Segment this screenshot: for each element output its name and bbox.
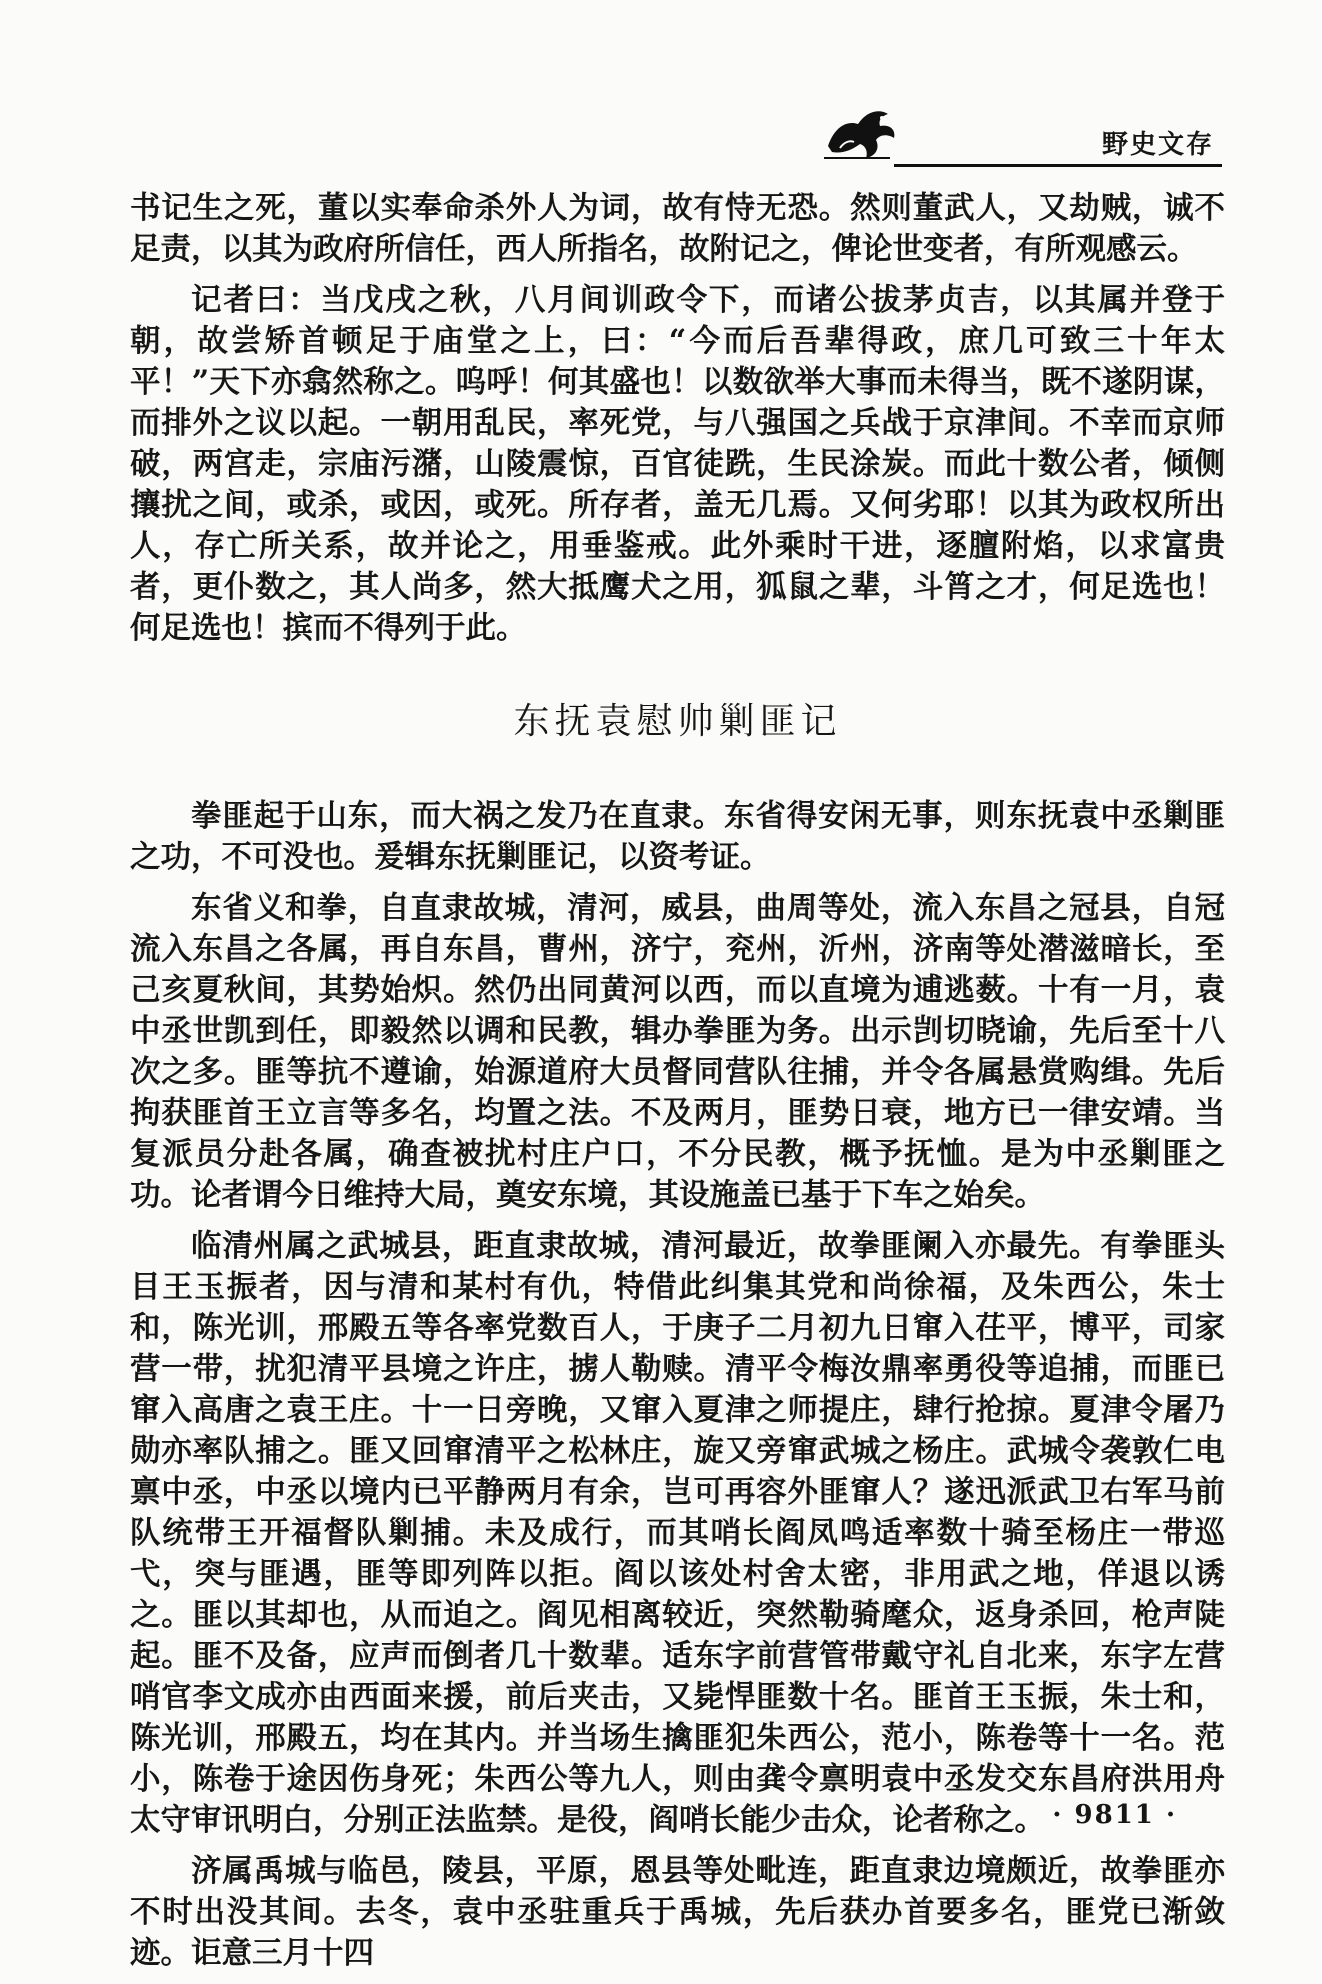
- paragraph: 书记生之死，董以实奉命杀外人为词，故有恃无恐。然则董武人，又劫贼，诚不足责，以其为政府所信任，西人所指名，故附记之，俾论世变者，有所观感云。: [130, 190, 1225, 267]
- section-title: 东抚袁慰帅剿匪记: [513, 701, 842, 742]
- paragraph: 记者曰：当戊戌之秋，八月间训政令下，而诸公拔茅贞吉，以其属并登于朝，故尝矫首顿足于庙堂之上，曰：“今而后吾辈得政，庶几可致三十年太平！”天下亦翕然称之。呜呼！何其盛也！以数欲举大事而未得当，既不遂阴谋，而排外之议以起。一朝用乱民，率死党，与八强国之兵战于京津间。不幸而京师破，两宫走，宗庙污潴，山陵震惊，百官徒跣，生民涂炭。而此十数公者，倾侧攘扰之间，或杀，或因，或死。所存者，盖无几焉。又何劣耶！以其为政权所出人，存亡所关系，故并论之，用垂鉴戒。此外乘时干进，逐膻附焰，以求富贵者，更仆数之，其人尚多，然大抵鹰犬之用，狐鼠之辈，斗筲之才，何足选也！何足选也！摈而不得列于此。: [130, 282, 1225, 646]
- running-header: [820, 88, 1222, 170]
- paragraph: 拳匪起于山东，而大祸之发乃在直隶。东省得安闲无事，则东抚袁中丞剿匪之功，不可没也。爰辑东抚剿匪记，以资考证。: [130, 798, 1225, 875]
- paragraph: 东省义和拳，自直隶故城，清河，威县，曲周等处，流入东昌之冠县，自冠流入东昌之各属，再自东昌，曹州，济宁，兖州，沂州，济南等处潜滋暗长，至己亥夏秋间，其势始炽。然仍出同黄河以西，而以直境为逋逃薮。十有一月，袁中丞世凯到任，即毅然以调和民教，辑办拳匪为务。出示剀切晓谕，先后至十八次之多。匪等抗不遵谕，始源道府大员督同营队往捕，并令各属悬赏购缉。先后拘获匪首王立言等多名，均置之法。不及两月，匪势日衰，地方已一律安靖。当复派员分赴各属，确查被扰村庄户口，不分民教，概予抚恤。是为中丞剿匪之功。论者谓今日维持大局，奠安东境，其设施盖已基于下车之始矣。: [130, 890, 1225, 1213]
- page-body: [130, 188, 1225, 1984]
- page-number: · 9811 ·: [1052, 1800, 1177, 1830]
- dragon-icon: [820, 98, 900, 164]
- header-rule: [894, 164, 1222, 167]
- paragraph: 临清州属之武城县，距直隶故城，清河最近，故拳匪阑入亦最先。有拳匪头目王玉振者，因与清和某村有仇，特借此纠集其党和尚徐福，及朱西公，朱士和，陈光训，邢殿五等各率党数百人，于庚子二月初九日窜入茌平，博平，司家营一带，扰犯清平县境之许庄，掳人勒赎。清平令梅汝鼎率勇役等追捕，而匪已窜入高唐之袁王庄。十一日旁晚，又窜入夏津之师提庄，肆行抢掠。夏津令屠乃勋亦率队捕之。匪又回窜清平之松林庄，旋又旁窜武城之杨庄。武城令袭敦仁电禀中丞，中丞以境内已平静两月有余，岂可再容外匪窜人？遂迅派武卫右军马前队统带王开福督队剿捕。未及成行，而其哨长阎凤鸣适率数十骑至杨庄一带巡弋，突与匪遇，匪等即列阵以拒。阎以该处村舍太密，非用武之地，佯退以诱之。匪以其却也，从而迫之。阎见相离较近，突然勒骑麾众，返身杀回，枪声陡起。匪不及备，应声而倒者几十数辈。适东字前营管带戴守礼自北来，东字左营哨官李文成亦由西面来援，前后夹击，又毙悍匪数十名。匪首王玉振，朱士和，陈光训，邢殿五，均在其内。并当场生擒匪犯朱西公，范小，陈卷等十一名。范小，陈卷于途因伤身死；朱西公等九人，则由龚令禀明袁中丞发交东昌府洪用舟太守审讯明白，分别正法监禁。是役，阎哨长能少击众，论者称之。: [130, 1228, 1225, 1838]
- running-header-title: 野史文存: [1101, 130, 1214, 160]
- paragraph: 济属禹城与临邑，陵县，平原，恩县等处毗连，距直隶边境颇近，故拳匪亦不时出没其间。去冬，袁中丞驻重兵于禹城，先后获办首要多名，匪党已渐敛迹。讵意三月十四: [130, 1853, 1225, 1971]
